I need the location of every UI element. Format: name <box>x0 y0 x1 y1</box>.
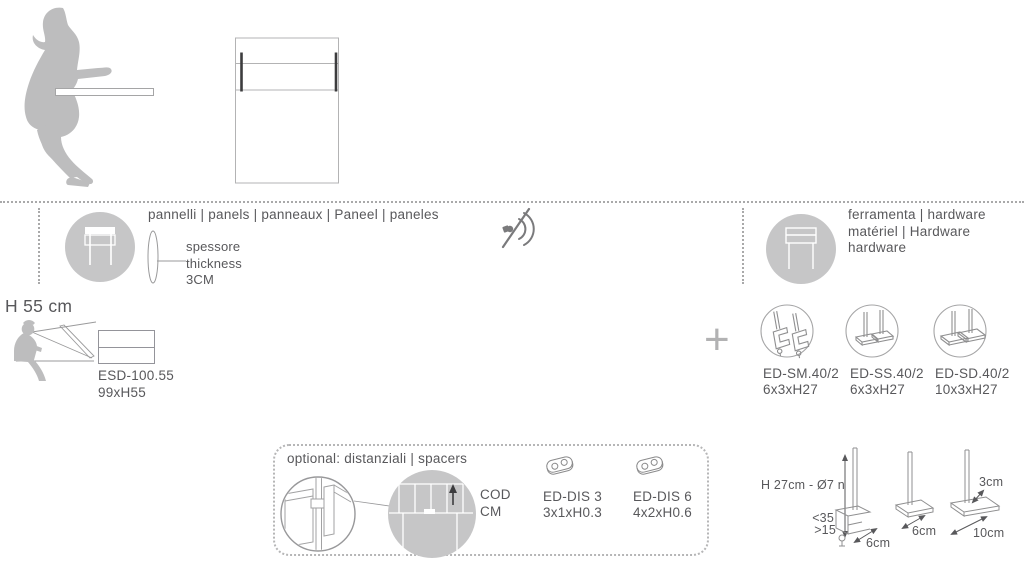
pole-dimension-label: H 27cm - Ø7 n <box>761 478 845 492</box>
long-base-hardware-icon <box>931 302 989 360</box>
no-sound-icon <box>492 203 544 255</box>
thickness-line-it: spessore <box>186 239 241 254</box>
hardware-item-code: ED-SM.40/2 <box>763 366 840 381</box>
hardware-title-line2: matériel | Hardware <box>848 223 971 239</box>
thickness-value: 3CM <box>186 272 215 287</box>
seated-woman-silhouette <box>2 6 122 190</box>
spacer-item-label <box>633 489 692 520</box>
thickness-line-en: thickness <box>186 255 242 271</box>
panel-icon <box>65 212 135 282</box>
hardware-section-rule <box>742 208 744 284</box>
screw-base-hardware-icon <box>843 302 901 360</box>
spacer-icon <box>633 452 671 482</box>
hardware-item-code: ED-SD.40/2 <box>935 366 1010 381</box>
panels-title: pannelli | panels | panneaux | Paneel | paneles <box>148 207 439 222</box>
spacer-item-code: ED-DIS 3 <box>543 489 603 504</box>
panel-mid-line <box>99 347 154 348</box>
panel-front-view-diagram <box>230 34 345 184</box>
hardware-item-size: 6x3xH27 <box>763 381 819 397</box>
cod-line: COD <box>480 487 511 502</box>
hardware-icon <box>766 214 836 284</box>
hardware-item-label <box>935 366 1010 397</box>
base-width-label: 3cm <box>979 475 1004 489</box>
plus-sign: + <box>704 315 730 364</box>
hardware-title-line1: ferramenta | hardware <box>848 207 986 222</box>
spacer-item-size: 4x2xH0.6 <box>633 504 693 520</box>
hardware-item-label <box>763 366 839 397</box>
mounting-dimensions-diagram <box>752 428 1024 568</box>
product-code: ESD-100.55 <box>98 368 175 383</box>
hardware-title <box>848 207 986 257</box>
desk-side-view <box>55 88 154 96</box>
cm-line: CM <box>480 503 502 519</box>
clamp-min-label: >15 <box>814 523 836 537</box>
hardware-title-line3: hardware <box>848 240 907 255</box>
base-length-label: 10cm <box>973 526 1005 540</box>
panel-size-diagram <box>98 330 155 364</box>
product-code-block <box>98 368 174 401</box>
thickness-note <box>186 239 242 289</box>
product-height-label: H 55 cm <box>5 296 73 316</box>
viewer-sightline-diagram <box>4 318 104 404</box>
hardware-item-size: 10x3xH27 <box>935 381 998 397</box>
spacer-closeup-circle <box>281 477 355 551</box>
thickness-indicator <box>144 228 189 288</box>
spacer-icon <box>543 452 581 482</box>
spacer-item-code: ED-DIS 6 <box>633 489 693 504</box>
clamp-depth-label: 6cm <box>866 536 891 550</box>
cod-label <box>480 487 511 520</box>
clamp-hardware-icon <box>758 302 816 360</box>
spacer-item-size: 3x1xH0.3 <box>543 504 603 520</box>
hardware-item-label <box>850 366 924 397</box>
hardware-item-size: 6x3xH27 <box>850 381 906 397</box>
product-size: 99xH55 <box>98 384 147 400</box>
base-width-arrow <box>973 491 983 502</box>
panels-section-rule <box>38 208 40 284</box>
base-depth-label: 6cm <box>912 524 937 538</box>
clamp-max-label: <35 <box>812 511 834 525</box>
spacers-title: optional: distanziali | spacers <box>287 451 468 466</box>
spacer-item-label <box>543 489 602 520</box>
hardware-item-code: ED-SS.40/2 <box>850 366 924 381</box>
